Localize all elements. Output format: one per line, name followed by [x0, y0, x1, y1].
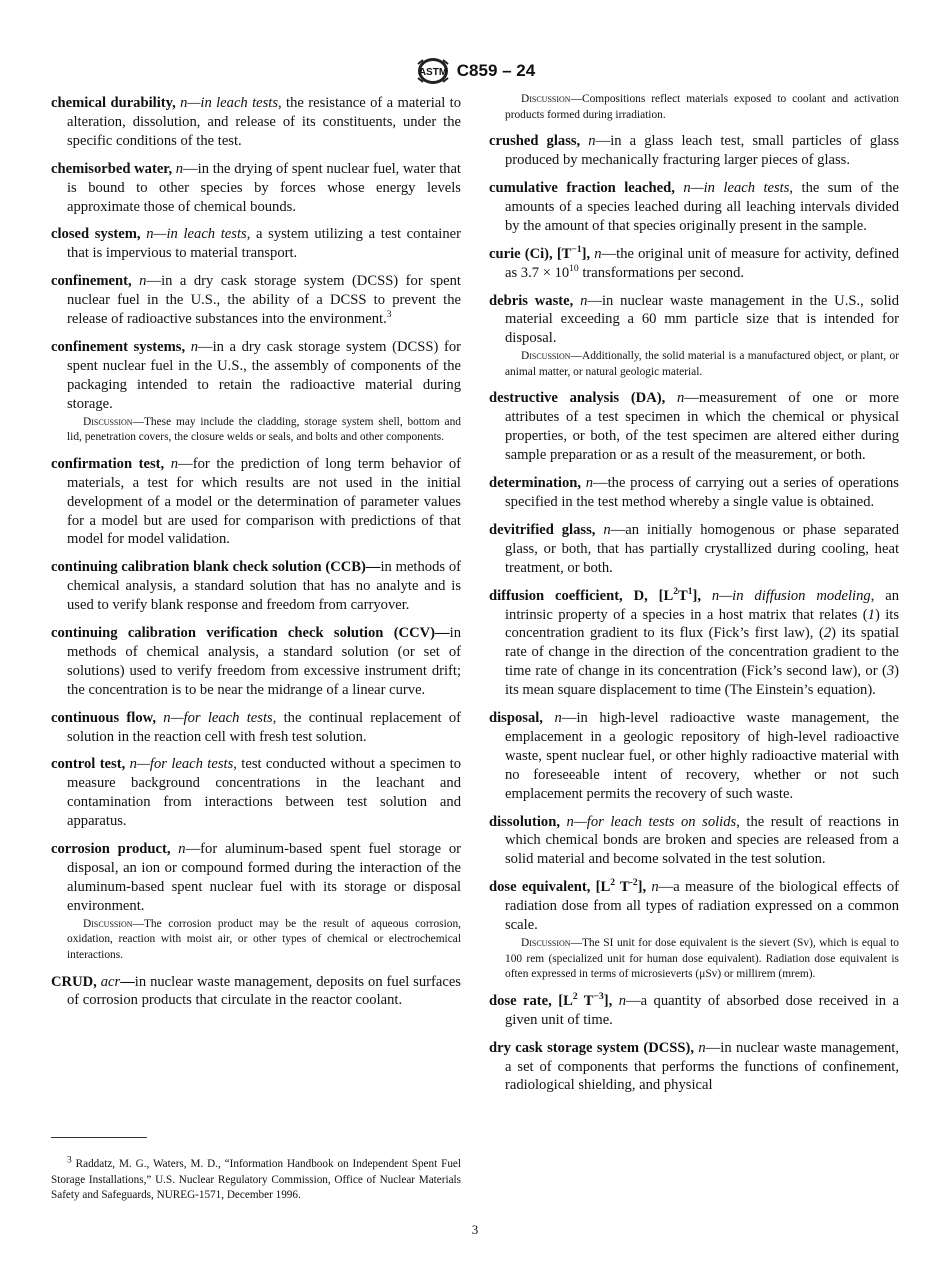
astm-logo-icon — [415, 56, 451, 86]
definition-entry: curie (Ci), $[T^{-1}]$, n—the original unit of measure for activity, defined as $3.7 \times 10^{10}$ transformations per second. — [489, 244, 899, 281]
footnote — [51, 1157, 461, 1204]
discussion-note: Discussion—Additionally, the solid material is a manufactured object, or plant, or animal matter, or natural geologic material. — [505, 350, 899, 378]
definition-entry: corrosion product, n—for aluminum-based spent fuel storage or disposal, an ion or compound formed during the interaction of the aluminum-based spent nuclear fuel with its storage or disposal environment. — [51, 841, 462, 914]
definition-entry: cumulative fraction leached, n—in leach tests, the sum of the amounts of a species leached during all leaching intervals divided by the amount of that species originally present in the sample. — [489, 180, 899, 234]
definition-entry: crushed glass, n—in a glass leach test, small particles of glass produced by mechanically fracturing larger pieces of glass. — [489, 133, 900, 169]
definition-entry: destructive analysis (DA), n—measurement of one or more attributes of a test specimen in which the chemical or physical properties, or both, of the test specimen are altered either during sample preparation or as a result of the measurement, or both. — [489, 390, 899, 464]
definition-entry: continuing calibration verification check solution (CCV)—in methods of chemical analysis, a standard solution (or set of solutions) used to verify freedom from excessive instrument drift; the concentration is to be near the midrange of a linear curve. — [51, 625, 461, 698]
definition-entry: chemisorbed water, n—in the drying of spent nuclear fuel, water that is bound to other species by forces whose energy levels approximate those of chemical bounds. — [51, 160, 461, 215]
discussion-note: Discussion—Compositions reflect materials exposed to coolant and activation products formed during irradiation. — [505, 93, 899, 121]
definition-entry: debris waste, n—in nuclear waste management in the U.S., solid material exceeding a 60 mm particle size that is intended for disposal. — [489, 292, 899, 347]
definition-entry: dose equivalent, [$L^2$ $T^{-2}$], n—a measure of the biological effects of radiation dose from all types of radiation expressed on a common scale. — [489, 878, 899, 934]
definition-entry: devitrified glass, n—an initially homogenous or phase separated glass, or both, that has partially crystallized during cooling, heat treatment, or both. — [489, 521, 900, 576]
footnote-number: 3 — [67, 1155, 72, 1166]
definition-entry: dissolution, n—for leach tests on solids, the result of reactions in which chemical bonds are broken and species are released from a solid material and become solvated in the test solution. — [489, 813, 899, 868]
definition-entry: determination, n—the process of carrying out a series of operations specified in the test method whereby a single value is obtained. — [489, 475, 899, 510]
definition-entry: control test, n—for leach tests, test conducted without a specimen to measure background concentrations in the leachant and contamination from interactions between test solution and apparatus. — [51, 756, 461, 830]
definition-entry: confinement systems, n—in a dry cask storage system (DCSS) for spent nuclear fuel in the U.S., the assembly of components of the packaging intended to retain the radioactive material during storage. — [51, 338, 461, 412]
document-id: C859 – 24 — [456, 61, 536, 80]
discussion-note: Discussion—The corrosion product may be the result of aqueous corrosion, oxidation, reaction with moist air, or other types of chemical or electrochemical interactions. — [67, 917, 461, 961]
svg-text:ASTM: ASTM — [418, 67, 447, 78]
definition-entry: confirmation test, n—for the prediction of long term behavior of materials, a test for which results are not used in the initial development of a model or the determination of parameter values for a model but are used for comparison with predictions of that model for model validation. — [51, 455, 461, 548]
definition-entry: continuing calibration blank check solution (CCB)—in methods of chemical analysis, a standard solution that has no analyte and is used to verify blank response and freedom from carryover. — [51, 559, 461, 614]
definition-entry: disposal, n—in high-level radioactive waste management, the emplacement in a geologic repository of high-level radioactive waste, spent nuclear fuel, or other highly radioactive material with no foreseeable intent of recovery, whether or not such emplacement permits the recovery of such waste. — [489, 710, 899, 802]
page-header — [0, 56, 950, 86]
left-column — [51, 94, 461, 1019]
definition-entry: dose rate, [$L^2$ $T^{-3}$], n—a quantity of absorbed dose received in a given unit of time. — [489, 991, 899, 1028]
definition-entry: continuous flow, n—for leach tests, the continual replacement of solution in the reaction cell with fresh test solution. — [51, 709, 462, 745]
definition-entry: confinement, n—in a dry cask storage system (DCSS) for spent nuclear fuel in the U.S., the ability of a DCSS to prevent the release of radioactive substances into the environment.$^3$ — [51, 273, 461, 328]
footnote-text: Raddatz, M. G., Waters, M. D., “Information Handbook on Independent Spent Fuel Storage Installations,” U.S. Nuclear Regulatory Commission, Office of Nuclear Materials Safety and Safeguards, NUREG-1571, December 1996. — [51, 1158, 461, 1202]
definition-entry: closed system, n—in leach tests, a system utilizing a test container that is impervious to material transport. — [51, 226, 461, 262]
definition-entry: dry cask storage system (DCSS), n—in nuclear waste management, a set of components that performs the functions of confinement, radiological shielding, and physical — [489, 1039, 899, 1094]
definition-entry: CRUD, acr—in nuclear waste management, deposits on fuel surfaces of corrosion products that circulate in the reactor coolant. — [51, 973, 461, 1009]
page-number: 3 — [471, 1222, 479, 1237]
discussion-note: Discussion—These may include the cladding, storage system shell, bottom and lid, penetration covers, the closure welds or seals, and bolts and other components. — [67, 415, 461, 444]
discussion-note: Discussion—The SI unit for dose equivalent is the sievert (Sv), which is equal to 100 rem (specialized unit for human dose equivalent). Radiation dose equivalent is often expressed in terms of microsieverts (μSv) or millirem (mrem). — [505, 937, 899, 981]
definition-entry: chemical durability, n—in leach tests, the resistance of a material to alteration, dissolution, and release of its constituents, under the specific conditions of the test. — [51, 95, 461, 149]
definition-entry: diffusion coefficient, D, $[L^2T^1]$, n—in diffusion modeling, an intrinsic property of a species in a host matrix that relates (1) its concentration gradient to its flux (Fick’s first law), (2) its spatial rate of change in the direction of the concentration gradient to the time rate of change in its concentration (Fick’s second law), or (3) its mean square displacement to time (The Einstein’s equation). — [489, 586, 899, 699]
footnote-reference[interactable]: 3 — [386, 310, 392, 321]
footnote-divider — [51, 1137, 147, 1138]
right-column — [489, 94, 899, 1104]
